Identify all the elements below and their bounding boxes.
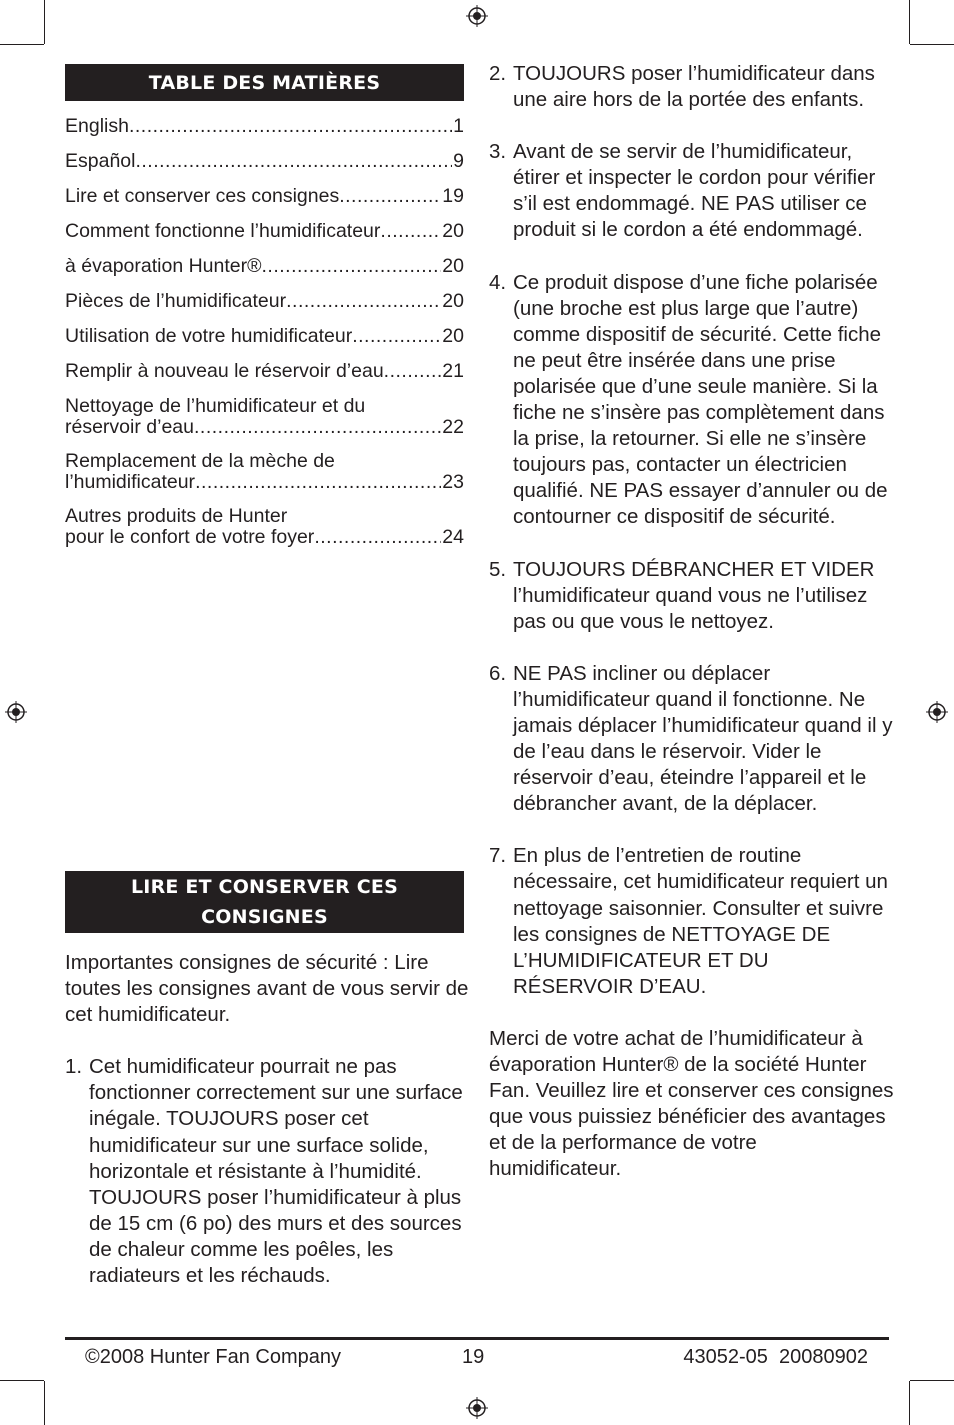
- toc-entry: Remplacement de la mèche de l’humidificateur ..... 23: [65, 451, 464, 506]
- safety-item: 4. Ce produit dispose d’une fiche polarisée (une broche est plus large que l’autre) comme dispositif de sécurité. Cette fiche ne peut être insérée dans une prise polarisée que d’une seule manière. Si la fiche ne s’insère pas complètement dans la prise, la retourner. Si elle ne s’insère toujours pas, contacter un électricien qualifié. NE PAS essayer d’annuler ou de contourner ce dispositif de sécurité.: [489, 270, 888, 529]
- footer-doc-code: 43052-05 20080902: [683, 1346, 868, 1368]
- registration-mark-icon: [5, 701, 27, 723]
- registration-mark-icon: [466, 5, 488, 27]
- toc-entry: Remplir à nouveau le réservoir d’eau ..... 21: [65, 361, 464, 396]
- toc-entry: Comment fonctionne l’humidificateur ..... 20: [65, 221, 464, 256]
- footer-rule: [65, 1337, 889, 1340]
- toc-list: [65, 116, 464, 561]
- crop-mark: [909, 1381, 910, 1425]
- safety-heading: LIRE ET CONSERVER CES CONSIGNES: [65, 871, 464, 933]
- crop-mark: [910, 1380, 954, 1381]
- crop-mark: [44, 1381, 45, 1425]
- safety-item: 5. TOUJOURS DÉBRANCHER ET VIDER l’humidificateur quand vous ne l’utilisez pas ou que vous le nettoyez.: [489, 557, 875, 633]
- safety-item: 1. Cet humidificateur pourrait ne pas fonctionner correctement sur une surface inégale. TOUJOURS poser cet humidificateur sur une surface solide, horizontale et résistante à l’humidité. TOUJOURS poser l’humidificateur à plus de 15 cm (6 po) des murs et des sources de chaleur comme les poêles, les radiateurs et les réchauds.: [65, 1055, 463, 1288]
- registration-mark-icon: [466, 1397, 488, 1419]
- footer-copyright: ©2008 Hunter Fan Company: [85, 1346, 341, 1368]
- table-of-contents: [65, 64, 464, 561]
- closing-paragraph: Merci de votre achat de l’humidificateur à évaporation Hunter® de la société Hunter Fan. Veuillez lire et conserver ces consignes que vous puissiez bénéficier des avantages et de la performance de votre humidificateur.: [489, 1026, 894, 1181]
- crop-mark: [910, 44, 954, 45]
- toc-entry: Español ..... 9: [65, 151, 464, 186]
- crop-mark: [909, 0, 910, 44]
- toc-entry: Pièces de l’humidificateur ..... 20: [65, 291, 464, 326]
- safety-item: 6. NE PAS incliner ou déplacer l’humidificateur quand il fonctionne. Ne jamais déplacer l’humidificateur quand il y de l’eau dans le réservoir. Vider le réservoir d’eau, éteindre l’appareil et le débrancher avant, de la déplacer.: [489, 661, 893, 816]
- toc-entry: Autres produits de Hunter pour le confort de votre foyer ..... 24: [65, 506, 464, 561]
- safety-intro-section: [65, 950, 470, 1289]
- toc-heading: TABLE DES MATIÈRES: [65, 64, 464, 101]
- safety-instructions: [489, 61, 894, 1182]
- safety-item: 3. Avant de se servir de l’humidificateur, étirer et inspecter le cordon pour vérifier s’il est endommagé. NE PAS utiliser ce produit si le cordon a été endommagé.: [489, 140, 876, 242]
- toc-entry: Lire et conserver ces consignes ..... 19: [65, 186, 464, 221]
- crop-mark: [0, 1380, 44, 1381]
- safety-item: 2. TOUJOURS poser l’humidificateur dans une aire hors de la portée des enfants.: [489, 62, 875, 112]
- toc-entry: Nettoyage de l’humidificateur et du réservoir d’eau ..... 22: [65, 396, 464, 451]
- crop-mark: [44, 0, 45, 44]
- footer-page-number: 19: [462, 1346, 485, 1368]
- toc-entry: à évaporation Hunter® ..... 20: [65, 256, 464, 291]
- toc-entry: Utilisation de votre humidificateur ..... 20: [65, 326, 464, 361]
- safety-intro: Importantes consignes de sécurité : Lire toutes les consignes avant de vous servir de cet humidificateur.: [65, 951, 469, 1027]
- crop-mark: [0, 44, 44, 45]
- toc-entry: English ..... 1: [65, 116, 464, 151]
- safety-item: 7. En plus de l’entretien de routine nécessaire, cet humidificateur requiert un nettoyage saisonnier. Consulter et suivre les consignes de NETTOYAGE DE L’HUMIDIFICATEUR ET DU RÉSERVOIR D’EAU.: [489, 844, 888, 998]
- registration-mark-icon: [926, 701, 948, 723]
